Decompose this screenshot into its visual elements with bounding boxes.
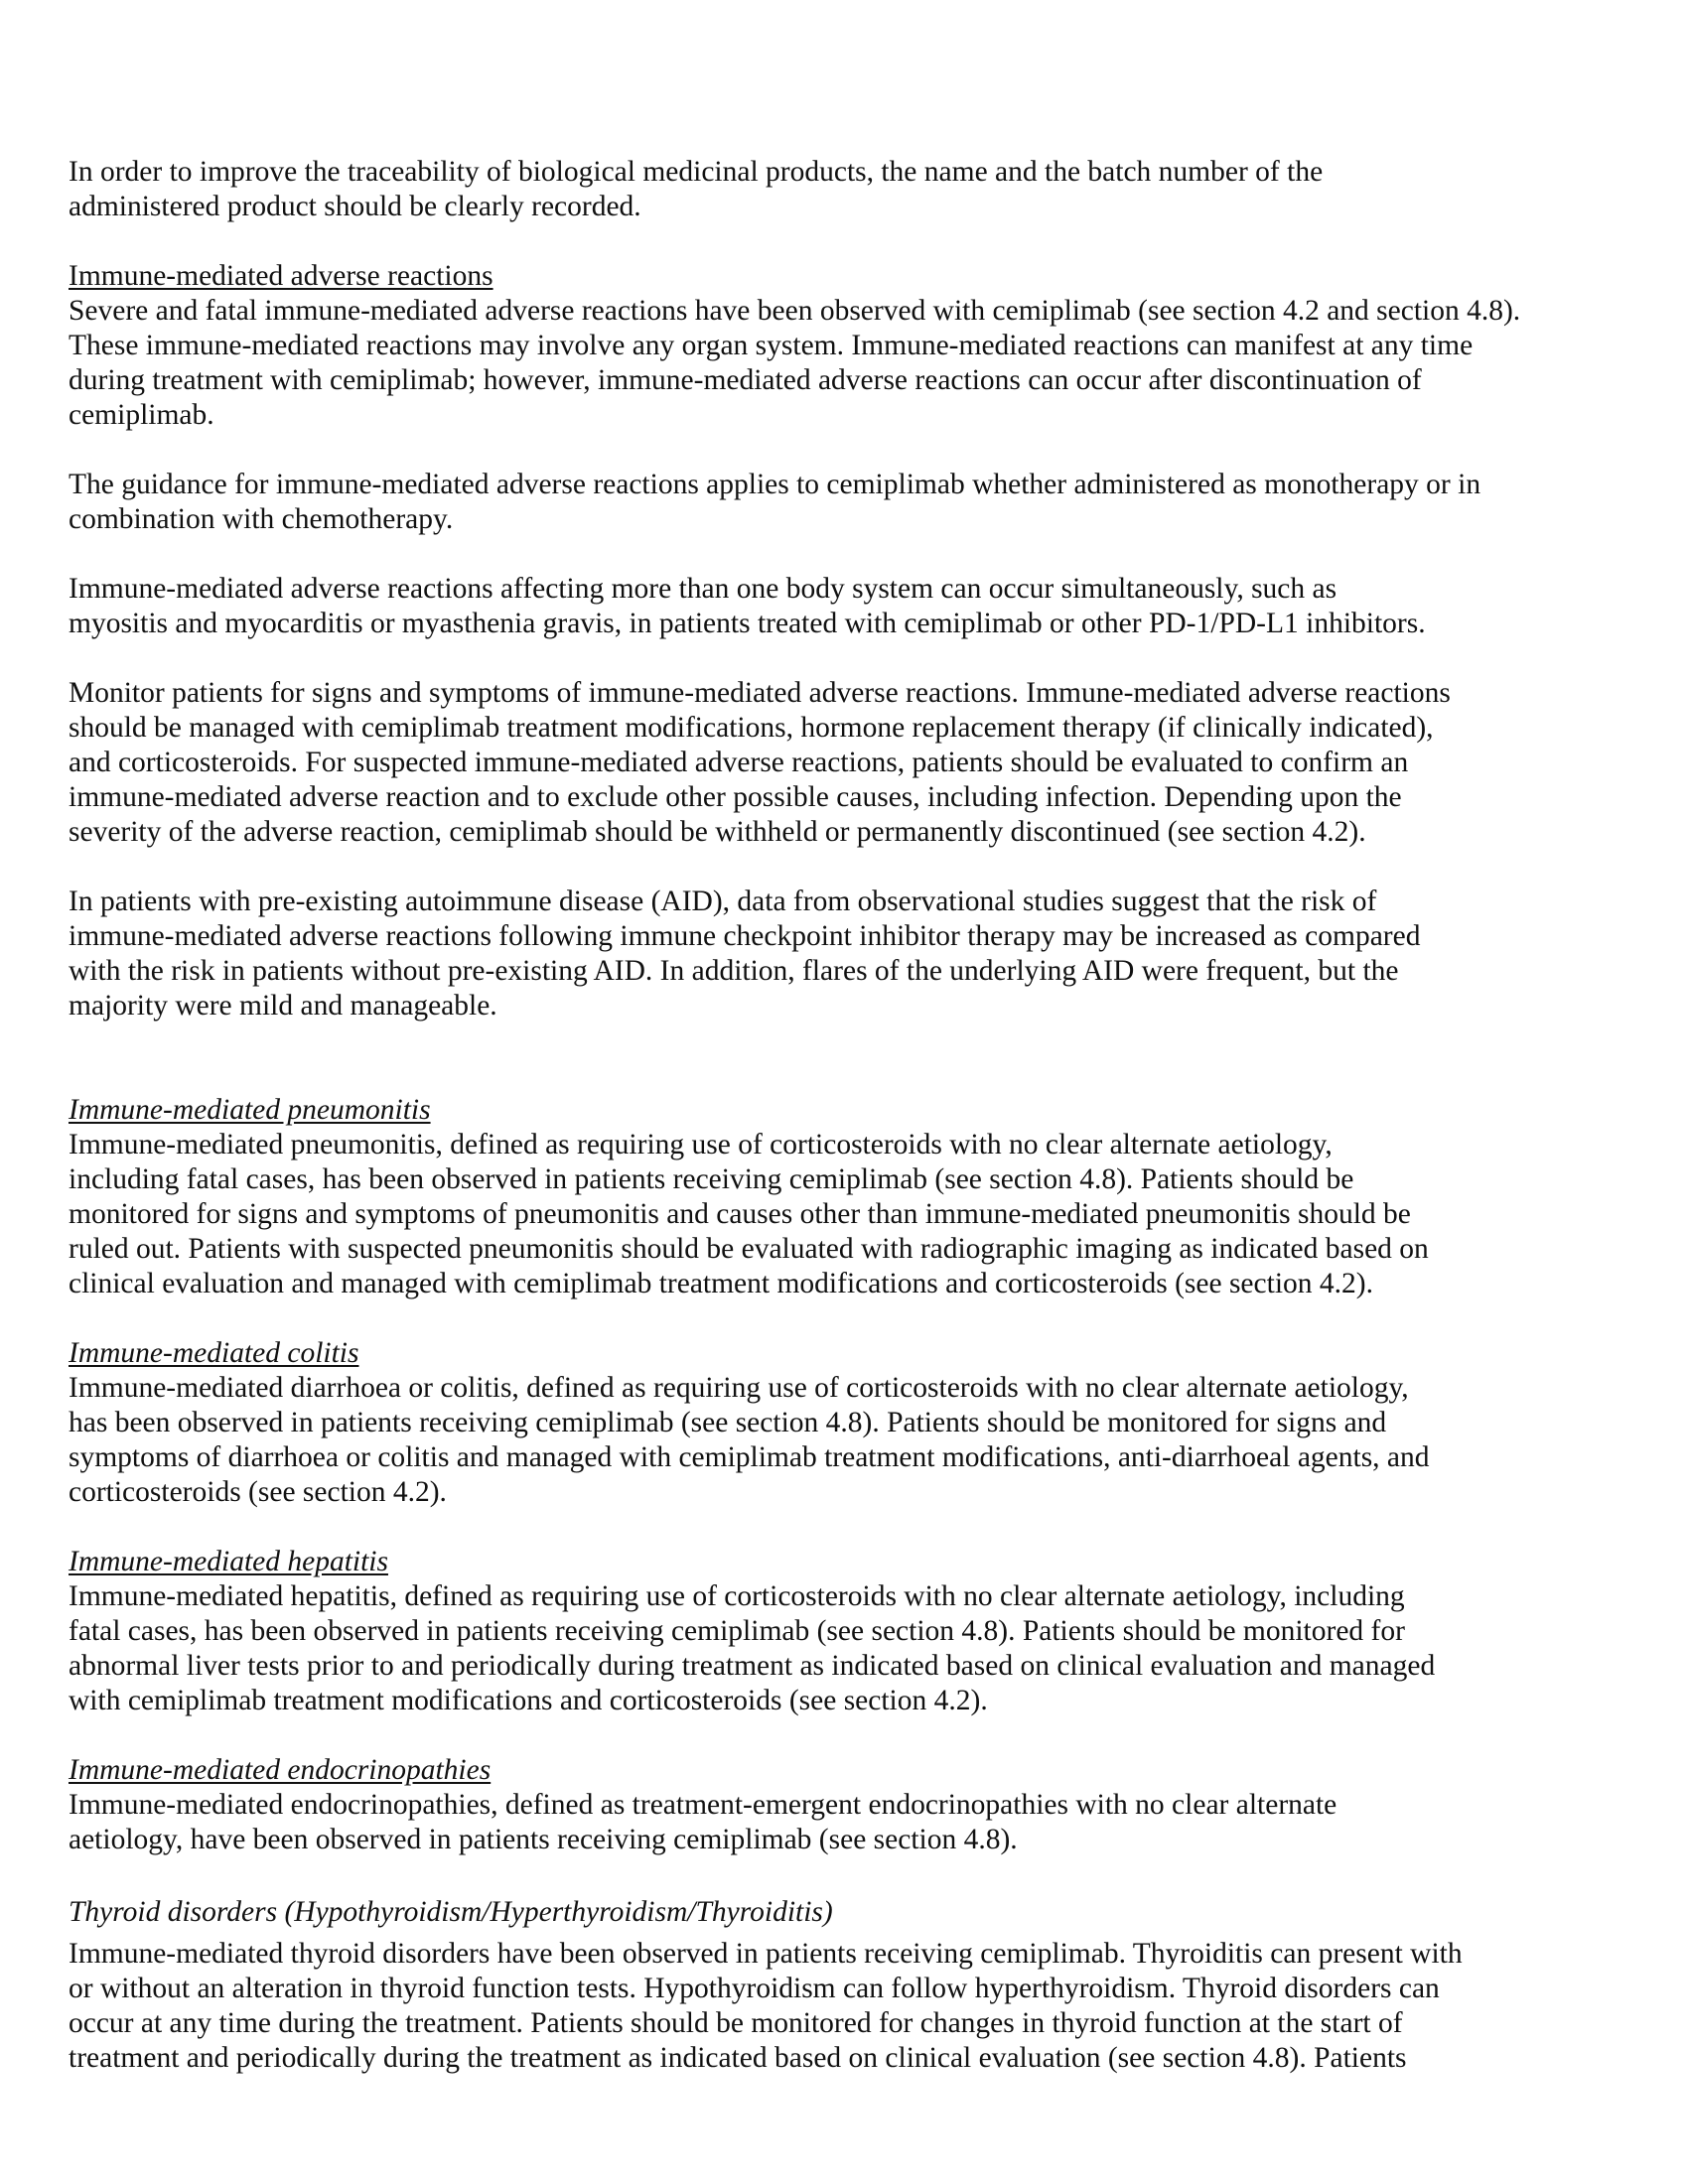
document-page — [69, 155, 1598, 2076]
hepatitis-section — [69, 1545, 1598, 1718]
paragraph-line: myositis and myocarditis or myasthenia gravis, in patients treated with cemiplimab or other PD-1/PD-L1 inhibitors. — [69, 608, 1426, 639]
section-heading-endocrinopathies: Immune-mediated endocrinopathies — [69, 1754, 492, 1786]
paragraph-line: Immune-mediated hepatitis, defined as requiring use of corticosteroids with no clear alternate aetiology, including — [69, 1580, 1405, 1612]
paragraph-line: Immune-mediated adverse reactions affecting more than one body system can occur simultaneously, such as — [69, 573, 1337, 605]
paragraph-line: majority were mild and manageable. — [69, 990, 497, 1022]
paragraph-line: during treatment with cemiplimab; however, immune-mediated adverse reactions can occur after discontinuation of — [69, 364, 1422, 396]
paragraph-line: symptoms of diarrhoea or colitis and managed with cemiplimab treatment modifications, anti-diarrhoeal agents, and — [69, 1441, 1430, 1473]
thyroid-section — [69, 1895, 1598, 2076]
pneumonitis-section — [69, 1093, 1598, 1301]
paragraph-line: or without an alteration in thyroid function tests. Hypothyroidism can follow hyperthyroidism. Thyroid disorders can — [69, 1973, 1440, 2004]
paragraph-line: Immune-mediated thyroid disorders have been observed in patients receiving cemiplimab. Thyroiditis can present with — [69, 1938, 1463, 1970]
paragraph-line: These immune-mediated reactions may involve any organ system. Immune-mediated reactions can manifest at any time — [69, 330, 1474, 361]
paragraph-line: In order to improve the traceability of biological medicinal products, the name and the batch number of the — [69, 156, 1324, 188]
paragraph-line: combination with chemotherapy. — [69, 503, 454, 535]
paragraph-line: The guidance for immune-mediated adverse reactions applies to cemiplimab whether administered as monotherapy or in — [69, 469, 1481, 500]
paragraph-line: ruled out. Patients with suspected pneumonitis should be evaluated with radiographic imaging as indicated based on — [69, 1233, 1429, 1265]
paragraph-line: abnormal liver tests prior to and periodically during treatment as indicated based on clinical evaluation and managed — [69, 1650, 1436, 1682]
paragraph-line: Immune-mediated pneumonitis, defined as requiring use of corticosteroids with no clear alternate aetiology, — [69, 1129, 1333, 1160]
paragraph-line: immune-mediated adverse reactions following immune checkpoint inhibitor therapy may be increased as compared — [69, 920, 1421, 952]
paragraph-line: fatal cases, has been observed in patients receiving cemiplimab (see section 4.8). Patients should be monitored for — [69, 1615, 1405, 1647]
paragraph-line: has been observed in patients receiving cemiplimab (see section 4.8). Patients should be monitored for signs and — [69, 1407, 1387, 1438]
section-heading-colitis: Immune-mediated colitis — [69, 1337, 359, 1369]
imar-paragraph-5 — [69, 885, 1598, 1024]
paragraph-line: administered product should be clearly recorded. — [69, 191, 641, 222]
imar-paragraph-2 — [69, 468, 1598, 537]
paragraph-line: Monitor patients for signs and symptoms of immune-mediated adverse reactions. Immune-mediated adverse reactions — [69, 677, 1451, 709]
paragraph-line: and corticosteroids. For suspected immune-mediated adverse reactions, patients should be evaluated to confirm an — [69, 747, 1409, 778]
paragraph-line: cemiplimab. — [69, 399, 214, 431]
traceability-paragraph — [69, 155, 1598, 224]
section-heading-pneumonitis: Immune-mediated pneumonitis — [69, 1094, 431, 1126]
paragraph-line: treatment and periodically during the treatment as indicated based on clinical evaluation (see section 4.8). Patients — [69, 2042, 1407, 2074]
section-heading-hepatitis: Immune-mediated hepatitis — [69, 1546, 388, 1577]
paragraph-line: corticosteroids (see section 4.2). — [69, 1476, 447, 1508]
paragraph-line: severity of the adverse reaction, cemiplimab should be withheld or permanently discontinued (see section 4.2). — [69, 816, 1366, 848]
paragraph-line: should be managed with cemiplimab treatment modifications, hormone replacement therapy (if clinically indicated), — [69, 712, 1434, 744]
paragraph-line: monitored for signs and symptoms of pneumonitis and causes other than immune-mediated pneumonitis should be — [69, 1198, 1411, 1230]
imar-paragraph-3 — [69, 572, 1598, 641]
paragraph-line: aetiology, have been observed in patients receiving cemiplimab (see section 4.8). — [69, 1824, 1018, 1855]
endocrinopathies-section — [69, 1753, 1598, 1857]
paragraph-line: In patients with pre-existing autoimmune disease (AID), data from observational studies suggest that the risk of — [69, 886, 1377, 917]
colitis-section — [69, 1336, 1598, 1510]
section-heading-imar: Immune-mediated adverse reactions — [69, 260, 493, 292]
section-heading-thyroid: Thyroid disorders (Hypothyroidism/Hyperthyroidism/Thyroiditis) — [69, 1896, 833, 1928]
paragraph-line: clinical evaluation and managed with cemiplimab treatment modifications and corticosteroids (see section 4.2). — [69, 1268, 1373, 1299]
paragraph-line: occur at any time during the treatment. Patients should be monitored for changes in thyroid function at the start of — [69, 2007, 1403, 2039]
paragraph-line: including fatal cases, has been observed in patients receiving cemiplimab (see section 4.8). Patients should be — [69, 1163, 1354, 1195]
paragraph-line: immune-mediated adverse reaction and to exclude other possible causes, including infection. Depending upon the — [69, 781, 1402, 813]
paragraph-line: Immune-mediated diarrhoea or colitis, defined as requiring use of corticosteroids with no clear alternate aetiology, — [69, 1372, 1409, 1404]
paragraph-line: with the risk in patients without pre-existing AID. In addition, flares of the underlying AID were frequent, but the — [69, 955, 1399, 987]
imar-section — [69, 259, 1598, 433]
imar-paragraph-4 — [69, 676, 1598, 850]
paragraph-line: Severe and fatal immune-mediated adverse reactions have been observed with cemiplimab (see section 4.2 and section 4.8). — [69, 295, 1521, 327]
paragraph-line: Immune-mediated endocrinopathies, defined as treatment-emergent endocrinopathies with no clear alternate — [69, 1789, 1337, 1821]
paragraph-line: with cemiplimab treatment modifications and corticosteroids (see section 4.2). — [69, 1685, 988, 1716]
